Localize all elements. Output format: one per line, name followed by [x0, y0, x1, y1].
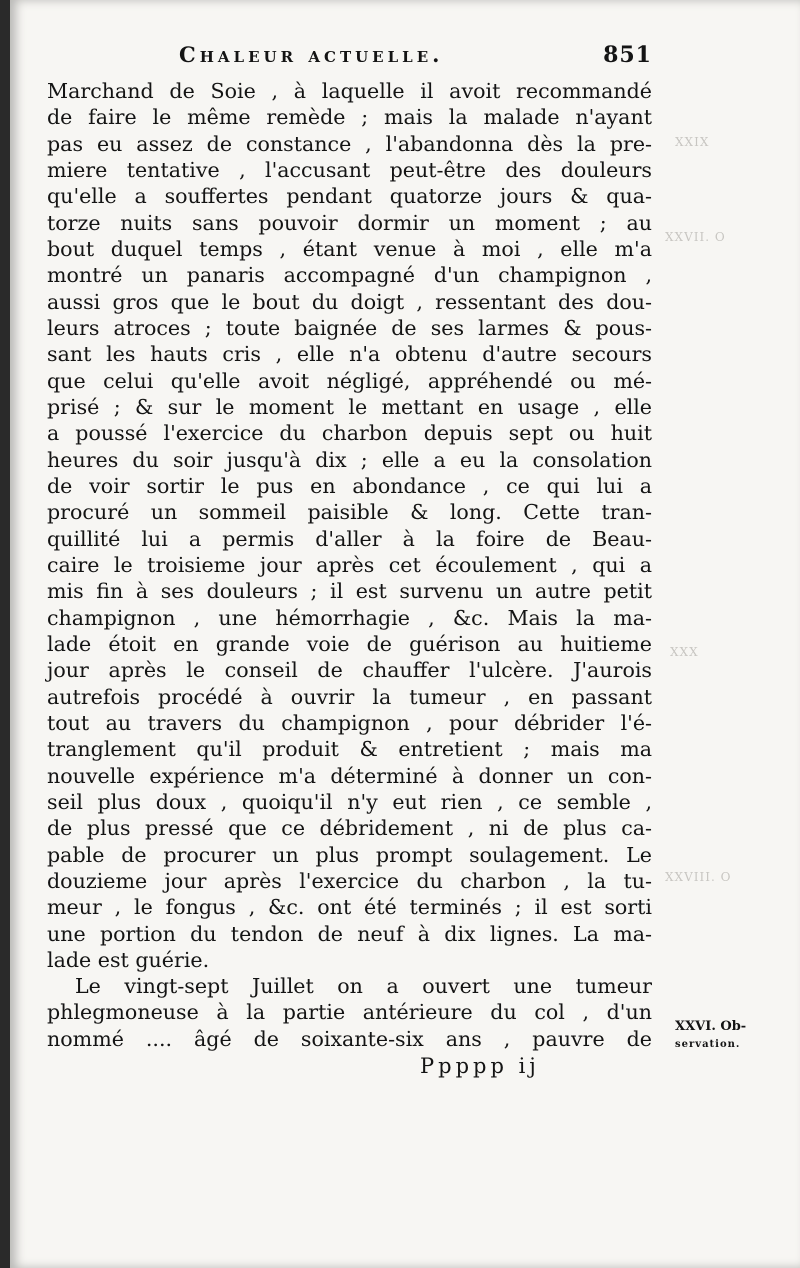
text-line: de voir sortir le pus en abondance , ce qui lui a: [47, 473, 652, 498]
text-line: leurs atroces ; toute baignée de ses larmes & pous-: [47, 315, 652, 340]
text-line: Le vingt-sept Juillet on a ouvert une tumeur: [75, 974, 652, 999]
page-number: 851: [603, 42, 652, 68]
text-line: tout au travers du champignon , pour débrider l'é-: [47, 710, 652, 735]
margin-note-line: servation.: [675, 1039, 741, 1050]
text-line: phlegmoneuse à la partie antérieure du col , d'un: [47, 1000, 652, 1025]
text-line: quillité lui a permis d'aller à la foire de Beau-: [47, 526, 652, 551]
text-line: de plus pressé que ce débridement , ni de plus ca-: [47, 816, 652, 841]
text-line: torze nuits sans pouvoir dormir un moment ; au: [47, 210, 652, 235]
text-line: pable de procurer un plus prompt soulagement. Le: [47, 842, 652, 867]
text-line: pas eu assez de constance , l'abandonna dès la pre-: [47, 131, 652, 156]
text-line: douzieme jour après l'exercice du charbon , la tu-: [47, 868, 652, 893]
text-line: qu'elle a souffertes pendant quatorze jours & qua-: [47, 184, 652, 209]
text-block: [47, 42, 652, 1078]
text-line: seil plus doux , quoiqu'il n'y eut rien , ce semble ,: [47, 789, 652, 814]
text-line: champignon , une hémorrhagie , &c. Mais la ma-: [47, 605, 652, 630]
text-line: montré un panaris accompagné d'un champignon ,: [47, 263, 652, 288]
text-line: sant les hauts cris , elle n'a obtenu d'autre secours: [47, 342, 652, 367]
book-page: [10, 0, 800, 1268]
text-line: mis fin à ses douleurs ; il est survenu un autre petit: [47, 579, 652, 604]
text-line: de faire le même remède ; mais la malade n'ayant: [47, 105, 652, 130]
text-line: a poussé l'exercice du charbon depuis sept ou huit: [47, 421, 652, 446]
signature-mark: Ppppp ij: [420, 1054, 540, 1079]
text-line: bout duquel temps , étant venue à moi , elle m'a: [47, 236, 652, 261]
text-line: jour après le conseil de chauffer l'ulcère. J'aurois: [47, 658, 652, 683]
show-through-mark: XXIX: [675, 135, 710, 149]
page-header: [47, 42, 652, 78]
running-title: Chaleur actuelle.: [179, 42, 444, 67]
text-line: lade étoit en grande voie de guérison au huitieme: [47, 631, 652, 656]
text-line: autrefois procédé à ouvrir la tumeur , en passant: [47, 684, 652, 709]
text-line: prisé ; & sur le moment le mettant en usage , elle: [47, 394, 652, 419]
text-line: nommé .... âgé de soixante-six ans , pauvre de: [47, 1026, 652, 1051]
text-line: tranglement qu'il produit & entretient ; mais ma: [47, 737, 652, 762]
text-line: une portion du tendon de neuf à dix lignes. La ma-: [47, 921, 652, 946]
text-line: lade est guérie.: [47, 947, 210, 972]
show-through-mark: XXX: [670, 645, 699, 659]
margin-note: [675, 1018, 797, 1054]
show-through-mark: XXVIII. O: [665, 870, 732, 884]
margin-note-line: XXVI. Ob-: [675, 1019, 747, 1034]
text-line: heures du soir jusqu'à dix ; elle a eu la consolation: [47, 447, 652, 472]
text-line: meur , le fongus , &c. ont été terminés ; il est sorti: [47, 895, 652, 920]
text-line: caire le troisieme jour après cet écoulement , qui a: [47, 552, 652, 577]
show-through-mark: XXVII. O: [665, 230, 726, 244]
text-line: que celui qu'elle avoit négligé, appréhendé ou mé-: [47, 368, 652, 393]
text-line: procuré un sommeil paisible & long. Cette tran-: [47, 500, 652, 525]
text-line: nouvelle expérience m'a déterminé à donner un con-: [47, 763, 652, 788]
text-line: miere tentative , l'accusant peut-être des douleurs: [47, 157, 652, 182]
text-line: aussi gros que le bout du doigt , ressentant des dou-: [47, 289, 652, 314]
text-line: Marchand de Soie , à laquelle il avoit recommandé: [47, 79, 652, 103]
